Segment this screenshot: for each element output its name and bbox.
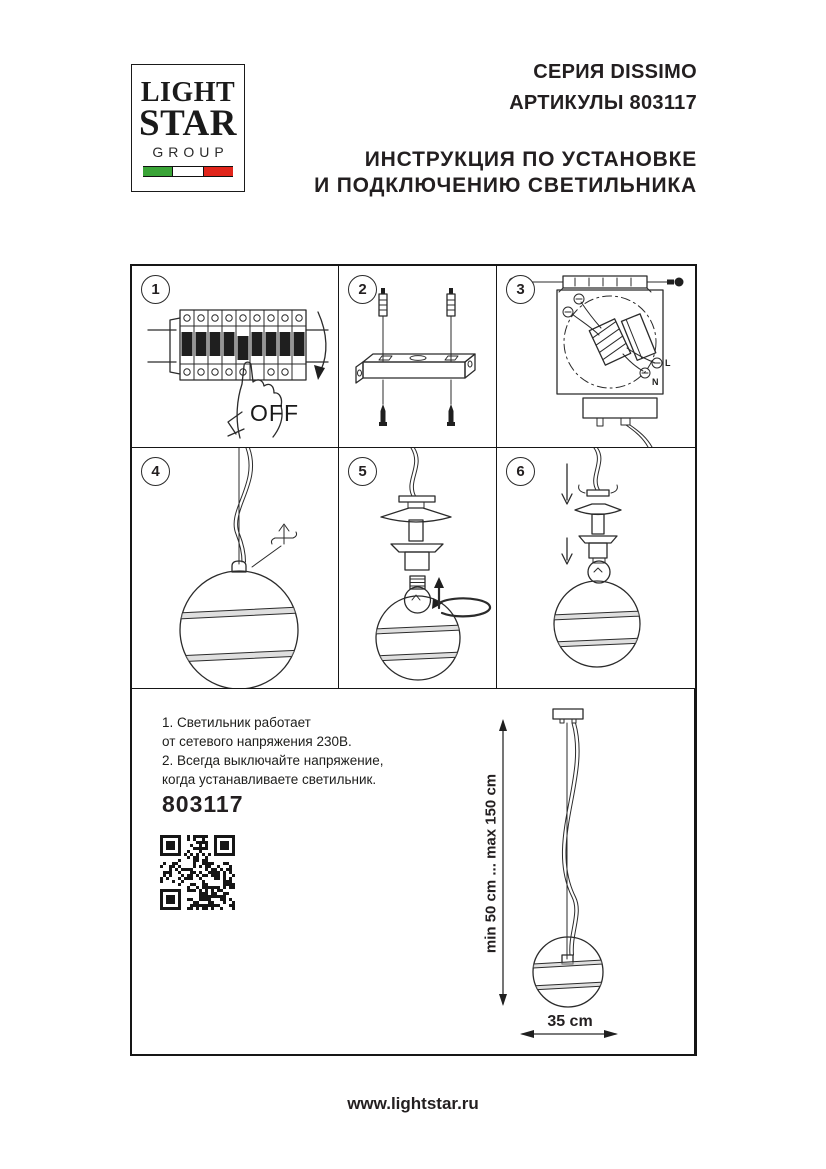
lightstar-logo	[131, 64, 245, 192]
website-url: www.lightstar.ru	[347, 1094, 479, 1113]
wire-label-l: L	[665, 358, 671, 368]
turn-off-arrow-icon	[314, 312, 326, 380]
cable-clamp	[399, 496, 435, 502]
flag-red-segment	[204, 167, 233, 176]
wires	[563, 294, 662, 378]
instruction-title-line1: ИНСТРУКЦИЯ ПО УСТАНОВКЕ	[364, 148, 697, 171]
power-cable	[410, 448, 418, 496]
cable-adjustment-drawing	[132, 448, 338, 688]
series-title: СЕРИЯ DISSIMO	[533, 61, 697, 83]
article-number: 803117	[162, 791, 244, 817]
steps-grid	[130, 264, 697, 1056]
socket-flange-icon	[391, 544, 443, 570]
bracket-icon	[356, 354, 475, 383]
canopy-icon	[583, 398, 657, 447]
glass-globe-icon	[531, 937, 605, 1007]
wire-label-n: N	[652, 377, 659, 387]
step-number-badge: 1	[141, 275, 170, 304]
breaker-toggles-off	[182, 332, 305, 360]
logo-word-star: STAR	[139, 103, 237, 144]
step-5-panel	[339, 448, 497, 689]
stem	[409, 520, 423, 541]
dimension-drawing	[132, 689, 695, 1051]
width-label: 35 cm	[547, 1013, 593, 1030]
note-line: от сетевого напряжения 230В.	[162, 734, 352, 749]
note-line: когда устанавливаете светильник.	[162, 772, 377, 787]
power-cable	[594, 448, 601, 490]
step-number-badge: 5	[348, 457, 377, 486]
step-number-badge: 2	[348, 275, 377, 304]
logo-word-group: GROUP	[152, 144, 229, 160]
screw-in-rotation-arrow	[432, 598, 490, 616]
step-number-badge: 3	[506, 275, 535, 304]
wall-dowel-icon	[379, 288, 455, 316]
breaker-row-icon	[148, 310, 328, 380]
horizontal-dimension-arrow	[520, 1030, 618, 1038]
off-label: OFF	[250, 400, 299, 426]
logo-word-light: LIGHT	[140, 77, 236, 108]
step-2-panel	[339, 266, 497, 448]
note-line: 1. Светильник работает	[162, 715, 311, 730]
socket-flange-icon	[579, 536, 617, 558]
flag-white-segment	[172, 167, 203, 176]
detail-circle	[564, 296, 656, 388]
note-line: 2. Всегда выключайте напряжение,	[162, 753, 384, 768]
power-cable	[234, 448, 252, 562]
stem	[592, 514, 604, 534]
light-bulb-icon	[405, 576, 431, 613]
info-panel	[132, 689, 695, 1054]
instruction-title	[314, 147, 697, 199]
articles-title: АРТИКУЛЫ 803117	[509, 92, 697, 114]
terminal-block-icon	[589, 319, 630, 365]
height-range-label: min 50 cm ... max 150 cm	[482, 773, 500, 954]
italian-flag-icon	[143, 166, 233, 177]
step-1-panel	[132, 266, 339, 448]
step-number-badge: 6	[506, 457, 535, 486]
step-3-panel	[497, 266, 695, 448]
step-4-panel	[132, 448, 339, 689]
glass-globe-icon	[176, 571, 302, 688]
power-cable	[562, 723, 579, 955]
step-number-badge: 4	[141, 457, 170, 486]
slide-down-arrow	[562, 464, 572, 564]
header	[314, 57, 697, 199]
glass-globe-icon	[373, 596, 464, 680]
clamp-and-cone	[575, 485, 621, 515]
instruction-title-line2: И ПОДКЛЮЧЕНИЮ СВЕТИЛЬНИКА	[314, 174, 697, 197]
step-6-panel	[497, 448, 695, 689]
height-adjust-icon	[252, 524, 297, 567]
side-screw-icon	[509, 278, 684, 287]
glass-globe-icon	[551, 581, 644, 667]
light-bulb-icon	[588, 558, 610, 583]
ceiling-plate-icon	[553, 709, 583, 723]
flag-green-segment	[143, 167, 172, 176]
screw-icon	[379, 404, 455, 426]
vertical-dimension-arrow	[499, 719, 507, 1006]
